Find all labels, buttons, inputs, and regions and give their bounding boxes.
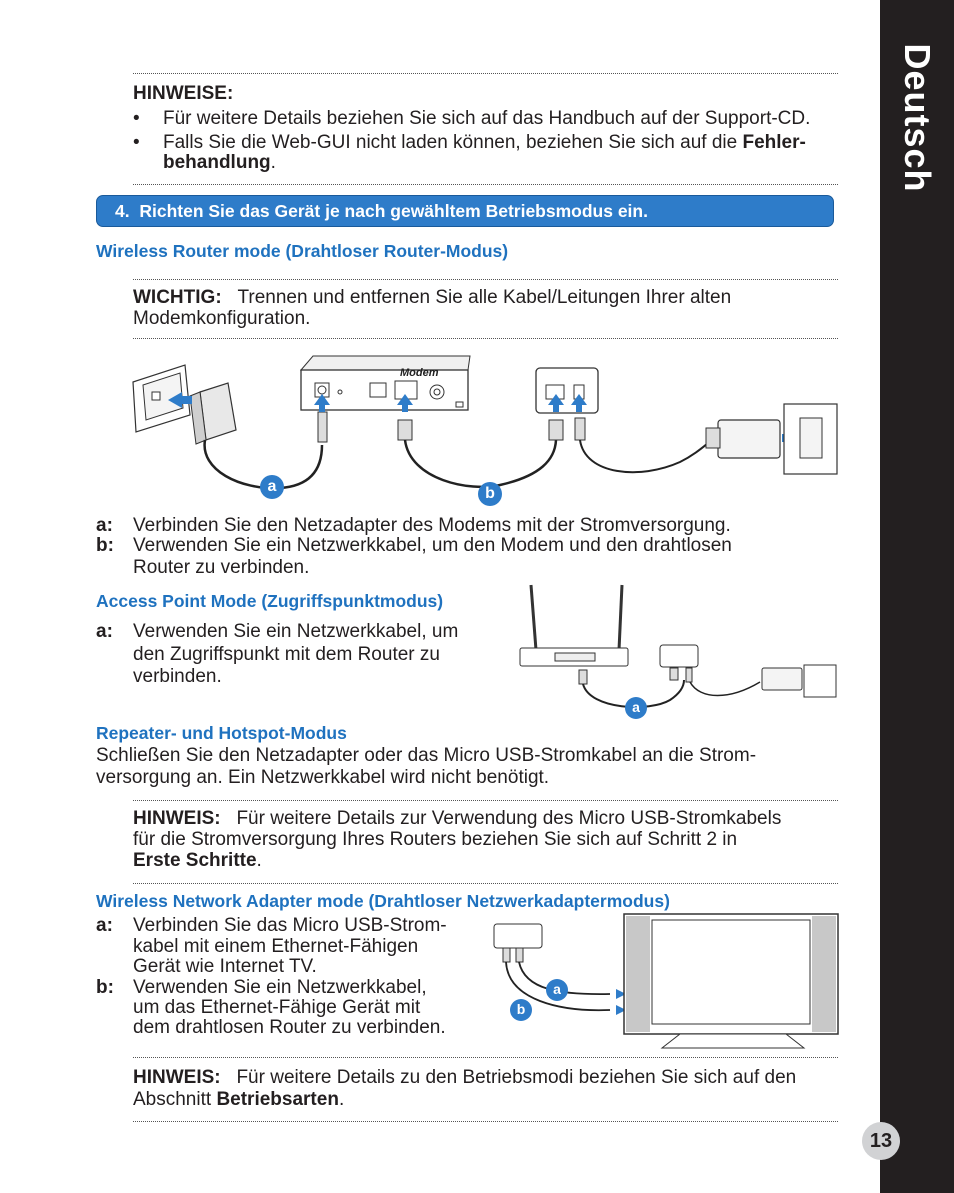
note-item-continued: behandlung.: [163, 152, 276, 173]
step-text: Richten Sie das Gerät je nach gewähltem Betriebsmodus ein.: [139, 201, 648, 221]
step-a-badge: a: [260, 475, 284, 499]
modem-label: Modem: [400, 367, 439, 379]
step-b-badge: b: [478, 482, 502, 506]
step-a-badge: a: [546, 979, 568, 1001]
bullet: •: [133, 108, 140, 129]
step-text-a: Verbinden Sie den Netzadapter des Modems mit der Stromversorgung.: [133, 515, 731, 536]
section-heading-router: Wireless Router mode (Drahtloser Router-Modus): [96, 241, 509, 261]
notes-title: HINWEISE:: [133, 83, 234, 104]
repeater-note: HINWEIS: Für weitere Details zur Verwendung des Micro USB-Stromkabels: [133, 808, 782, 829]
step-label-a: a:: [96, 621, 113, 642]
tv-icon: [624, 914, 838, 1048]
repeater-text: Schließen Sie den Netzadapter oder das Micro USB-Stromkabel an die Strom-: [96, 745, 757, 766]
adapter-b-text: Verwenden Sie ein Netzwerkkabel,: [133, 977, 427, 998]
note-item: Falls Sie die Web-GUI nicht laden können, beziehen Sie sich auf die Fehler-: [163, 132, 806, 153]
step-a-badge: a: [625, 697, 647, 719]
repeater-note-end: Erste Schritte.: [133, 850, 262, 871]
step-number: 4.: [115, 201, 130, 221]
step-text-b-continued: Router zu verbinden.: [133, 557, 310, 578]
section-heading-repeater: Repeater- und Hotspot-Modus: [96, 723, 347, 743]
router-icon: [494, 924, 542, 948]
final-note: HINWEIS: Für weitere Details zu den Betriebsmodi beziehen Sie sich auf den: [133, 1067, 797, 1088]
adapter-b-text: dem drahtlosen Router zu verbinden.: [133, 1017, 446, 1038]
bullet: •: [133, 132, 140, 153]
step-label-b: b:: [96, 977, 114, 998]
language-label: Deutsch: [897, 43, 938, 193]
step-label-a: a:: [96, 515, 113, 536]
step-text-b: Verwenden Sie ein Netzwerkkabel, um den Modem und den drahtlosen: [133, 535, 732, 556]
ap-text: Verwenden Sie ein Netzwerkkabel, um: [133, 621, 459, 642]
section-heading-adapter: Wireless Network Adapter mode (Drahtloser Netzwerkadaptermodus): [96, 891, 670, 911]
divider: [133, 1121, 838, 1122]
ap-text: verbinden.: [133, 666, 222, 687]
final-note-continued: Abschnitt Betriebsarten.: [133, 1089, 345, 1110]
important-note-continued: Modemkonfiguration.: [133, 308, 311, 329]
page-number: 13: [862, 1122, 900, 1160]
divider: [133, 1057, 838, 1058]
adapter-b-text: um das Ethernet-Fähige Gerät mit: [133, 997, 421, 1018]
adapter-a-text: Verbinden Sie das Micro USB-Strom-: [133, 915, 447, 936]
adapter-a-text: Gerät wie Internet TV.: [133, 956, 317, 977]
repeater-text: versorgung an. Ein Netzwerkkabel wird nicht benötigt.: [96, 767, 550, 788]
repeater-note-continued: für die Stromversorgung Ihres Routers beziehen Sie sich auf Schritt 2 in: [133, 829, 738, 850]
important-note: WICHTIG: Trennen und entfernen Sie alle Kabel/Leitungen Ihrer alten: [133, 287, 732, 308]
step-label-a: a:: [96, 915, 113, 936]
section-heading-access-point: Access Point Mode (Zugriffspunktmodus): [96, 591, 444, 611]
step-b-badge: b: [510, 999, 532, 1021]
note-item: Für weitere Details beziehen Sie sich auf das Handbuch auf der Support-CD.: [163, 108, 811, 129]
ap-text: den Zugriffspunkt mit dem Router zu: [133, 644, 440, 665]
adapter-a-text: kabel mit einem Ethernet-Fähigen: [133, 936, 419, 957]
step-label-b: b:: [96, 535, 114, 556]
